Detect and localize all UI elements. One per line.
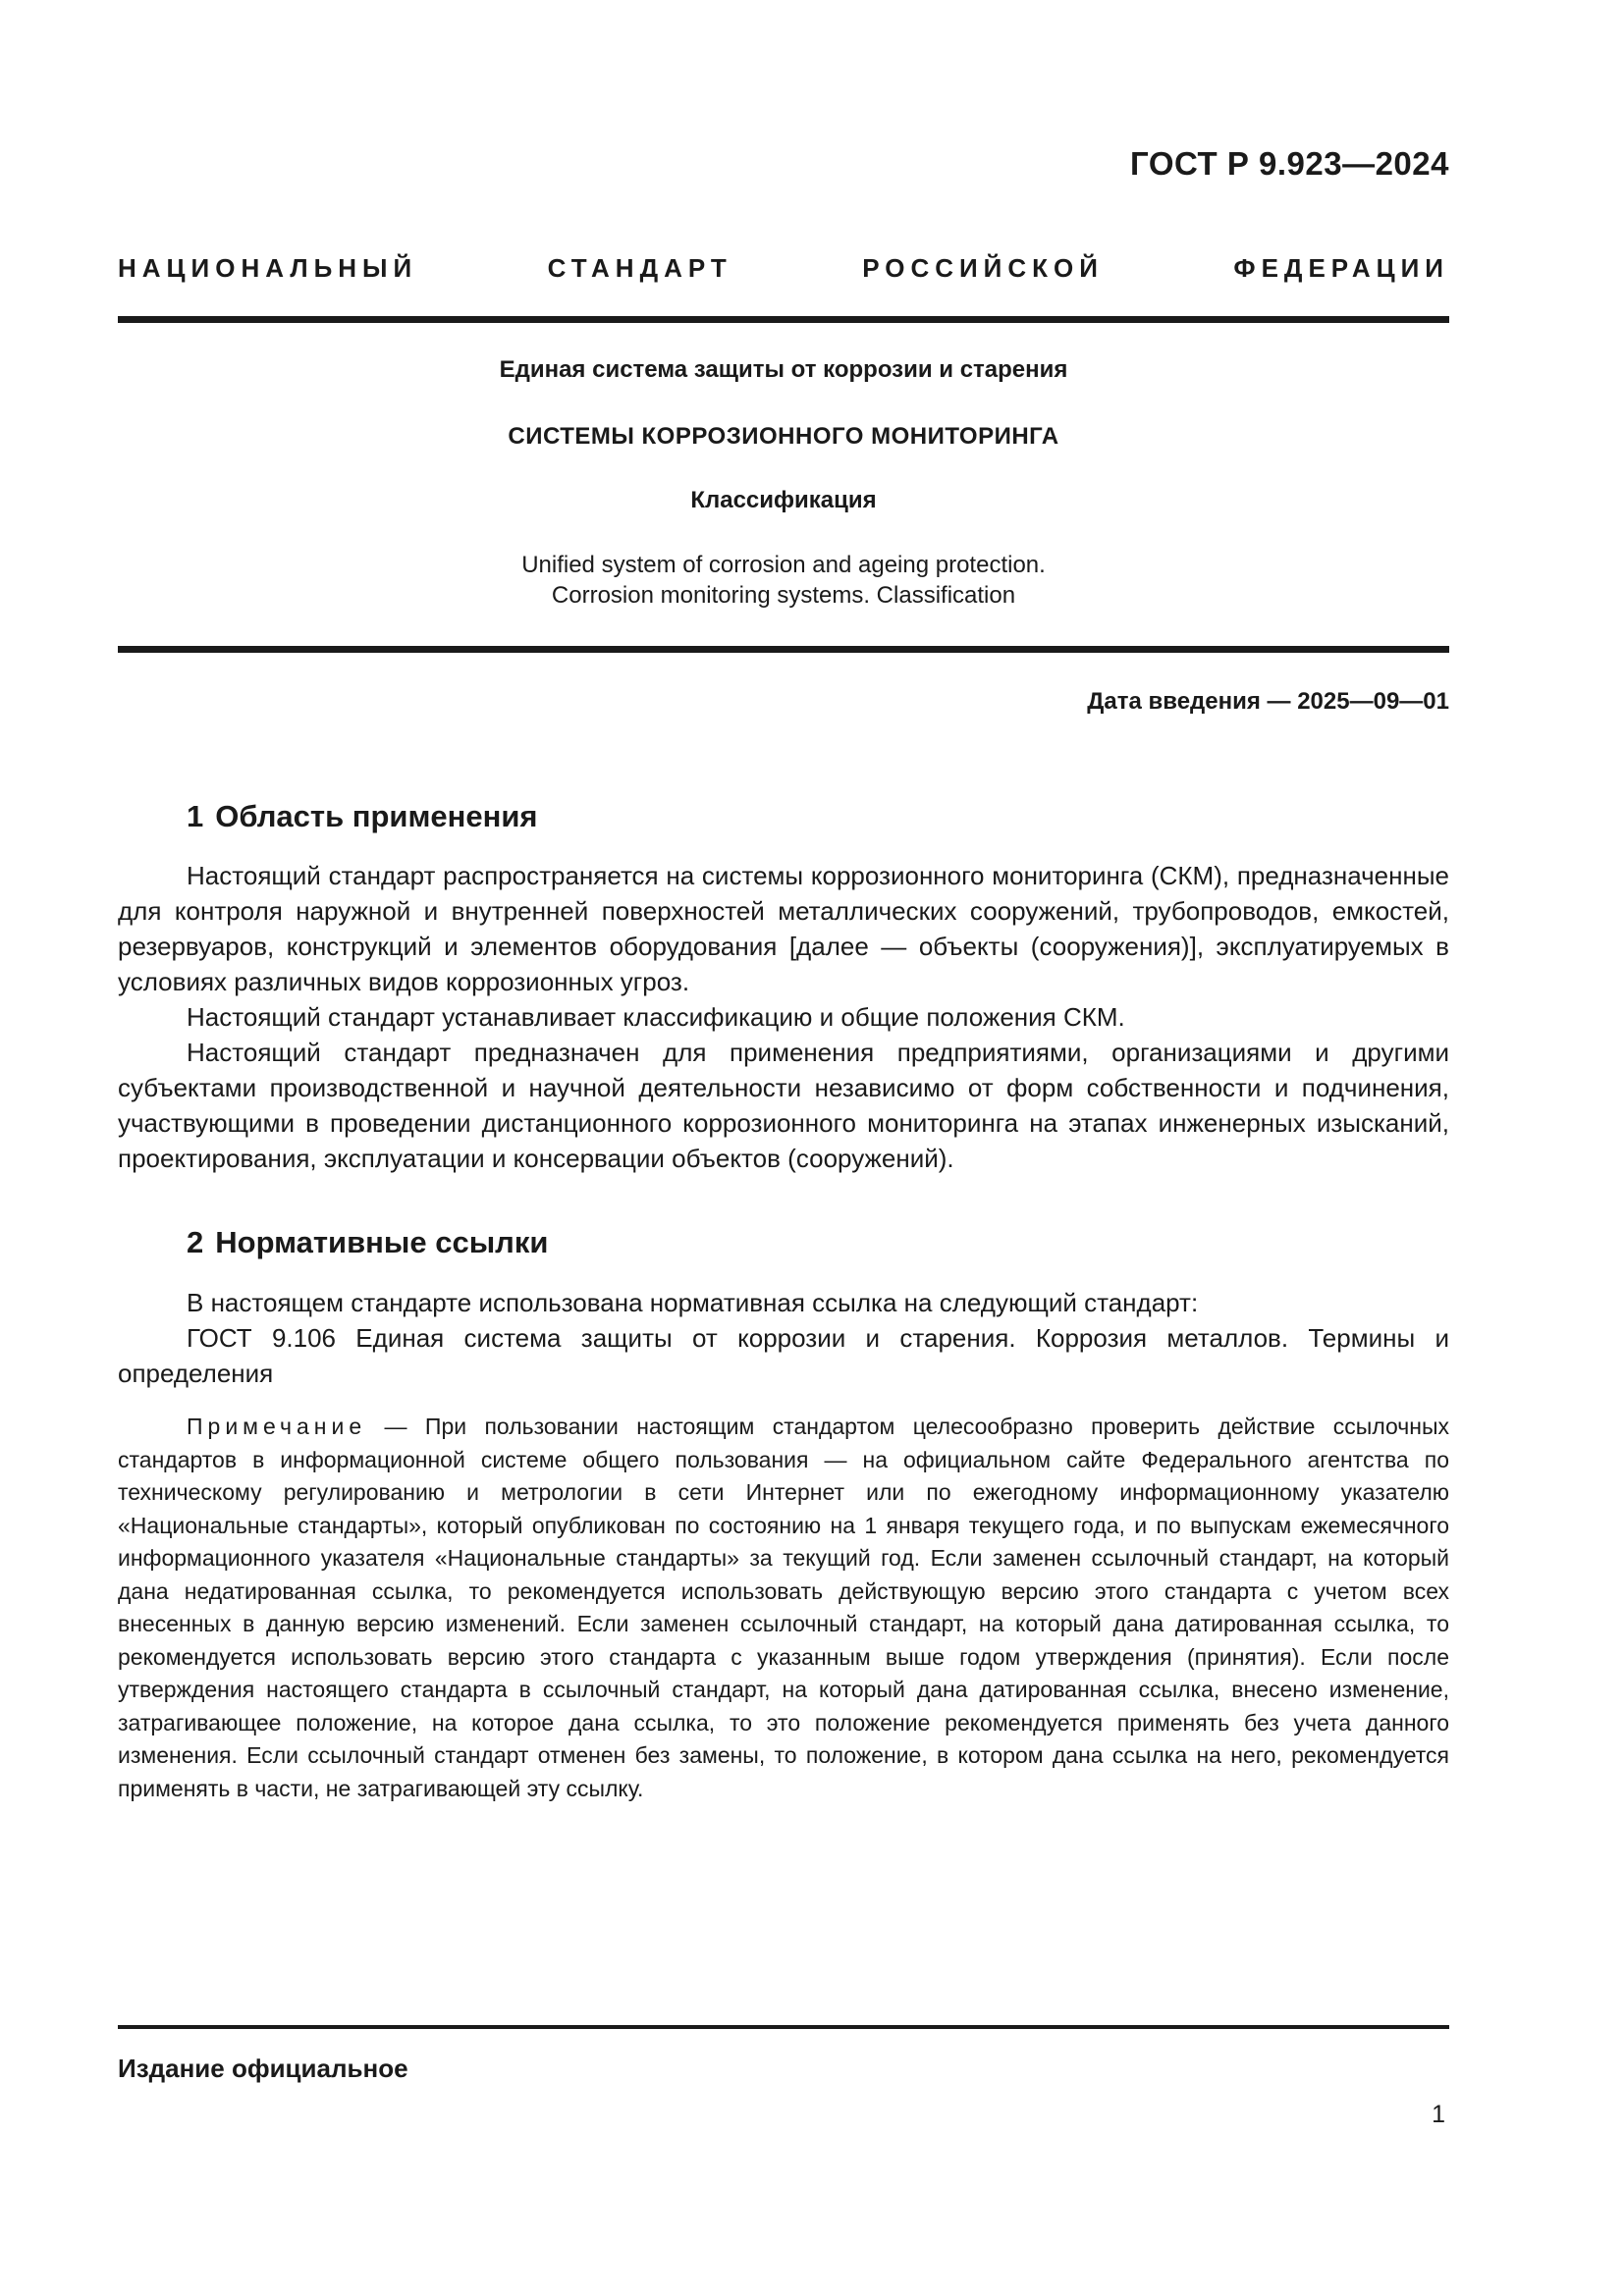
- section-2-number: 2: [187, 1225, 204, 1259]
- top-rule: [118, 316, 1449, 323]
- title-series: Единая система защиты от коррозии и старения: [499, 356, 1068, 383]
- title-sub: Классификация: [690, 487, 877, 513]
- section-1-title: Область применения: [215, 799, 538, 833]
- title-english: [118, 550, 1449, 611]
- section-1-paragraph: Настоящий стандарт предназначен для применения предприятиями, организациями и другими субъектами производственной и научной деятельности независимо от форм собственности и подчинения, участвующими в проведении дистанционного коррозионного мониторинга на этапах инженерных изысканий, проектирования, эксплуатации и консервации объектов (сооружений).: [118, 1038, 1449, 1173]
- section-2-heading: [187, 1225, 548, 1260]
- section-2-body: [118, 1285, 1449, 1391]
- title-english-line1: Unified system of corrosion and ageing protection.: [521, 552, 1046, 578]
- section-2-paragraph: В настоящем стандарте использована нормативная ссылка на следующий стандарт:: [187, 1288, 1199, 1317]
- section-1-heading: [187, 799, 538, 834]
- title-bottom-rule: [118, 646, 1449, 653]
- section-1-number: 1: [187, 799, 204, 833]
- section-2-note: [118, 1411, 1449, 1805]
- page-number: 1: [1432, 2101, 1445, 2128]
- national-standard-banner: НАЦИОНАЛЬНЫЙ СТАНДАРТ РОССИЙСКОЙ ФЕДЕРАЦИИ: [118, 253, 1449, 283]
- introduction-date: Дата введения — 2025—09—01: [1087, 688, 1449, 715]
- section-2-reference: ГОСТ 9.106 Единая система защиты от коррозии и старения. Коррозия металлов. Термины и определения: [118, 1323, 1449, 1388]
- footer-rule: [118, 2025, 1449, 2029]
- section-1-paragraph: Настоящий стандарт устанавливает классификацию и общие положения СКМ.: [187, 1002, 1125, 1032]
- note-label: Примечание: [187, 1414, 367, 1439]
- official-edition-label: Издание официальное: [118, 2054, 408, 2083]
- standard-designation: ГОСТ Р 9.923—2024: [1130, 145, 1449, 182]
- note-text: — При пользовании настоящим стандартом целесообразно проверить действие ссылочных стандартов в информационной системе общего пользования — на официальном сайте Федерального агентства по техническому регулированию и метрологии в сети Интернет или по ежегодному информационному указателю «Национальные стандарты», который опубликован по состоянию на 1 января текущего года, и по выпускам ежемесячного информационного указателя «Национальные стандарты» за текущий год. Если заменен ссылочный стандарт, на который дана недатированная ссылка, то рекомендуется использовать действующую версию этого стандарта с учетом всех внесенных в данную версию изменений. Если заменен ссылочный стандарт, на который дана датированная ссылка, то рекомендуется использовать версию этого стандарта с указанным выше годом утверждения (принятия). Если после утверждения настоящего стандарта в ссылочный стандарт, на который дана датированная ссылка, внесено изменение, затрагивающее положение, на которое дана ссылка, то это положение рекомендуется применять без учета данного изменения. Если ссылочный стандарт отменен без замены, то положение, в котором дана ссылка на него, рекомендуется применять в части, не затрагивающей эту ссылку.: [118, 1414, 1449, 1801]
- section-1-body: [118, 858, 1449, 1176]
- title-english-line2: Corrosion monitoring systems. Classification: [551, 582, 1016, 609]
- section-1-paragraph: Настоящий стандарт распространяется на системы коррозионного мониторинга (СКМ), предназначенные для контроля наружной и внутренней поверхностей металлических сооружений, трубопроводов, емкостей, резервуаров, конструкций и элементов оборудования [далее — объекты (сооружения)], эксплуатируемых в условиях различных видов коррозионных угроз.: [118, 861, 1449, 996]
- title-main: СИСТЕМЫ КОРРОЗИОННОГО МОНИТОРИНГА: [508, 423, 1059, 450]
- section-2-title: Нормативные ссылки: [215, 1225, 549, 1259]
